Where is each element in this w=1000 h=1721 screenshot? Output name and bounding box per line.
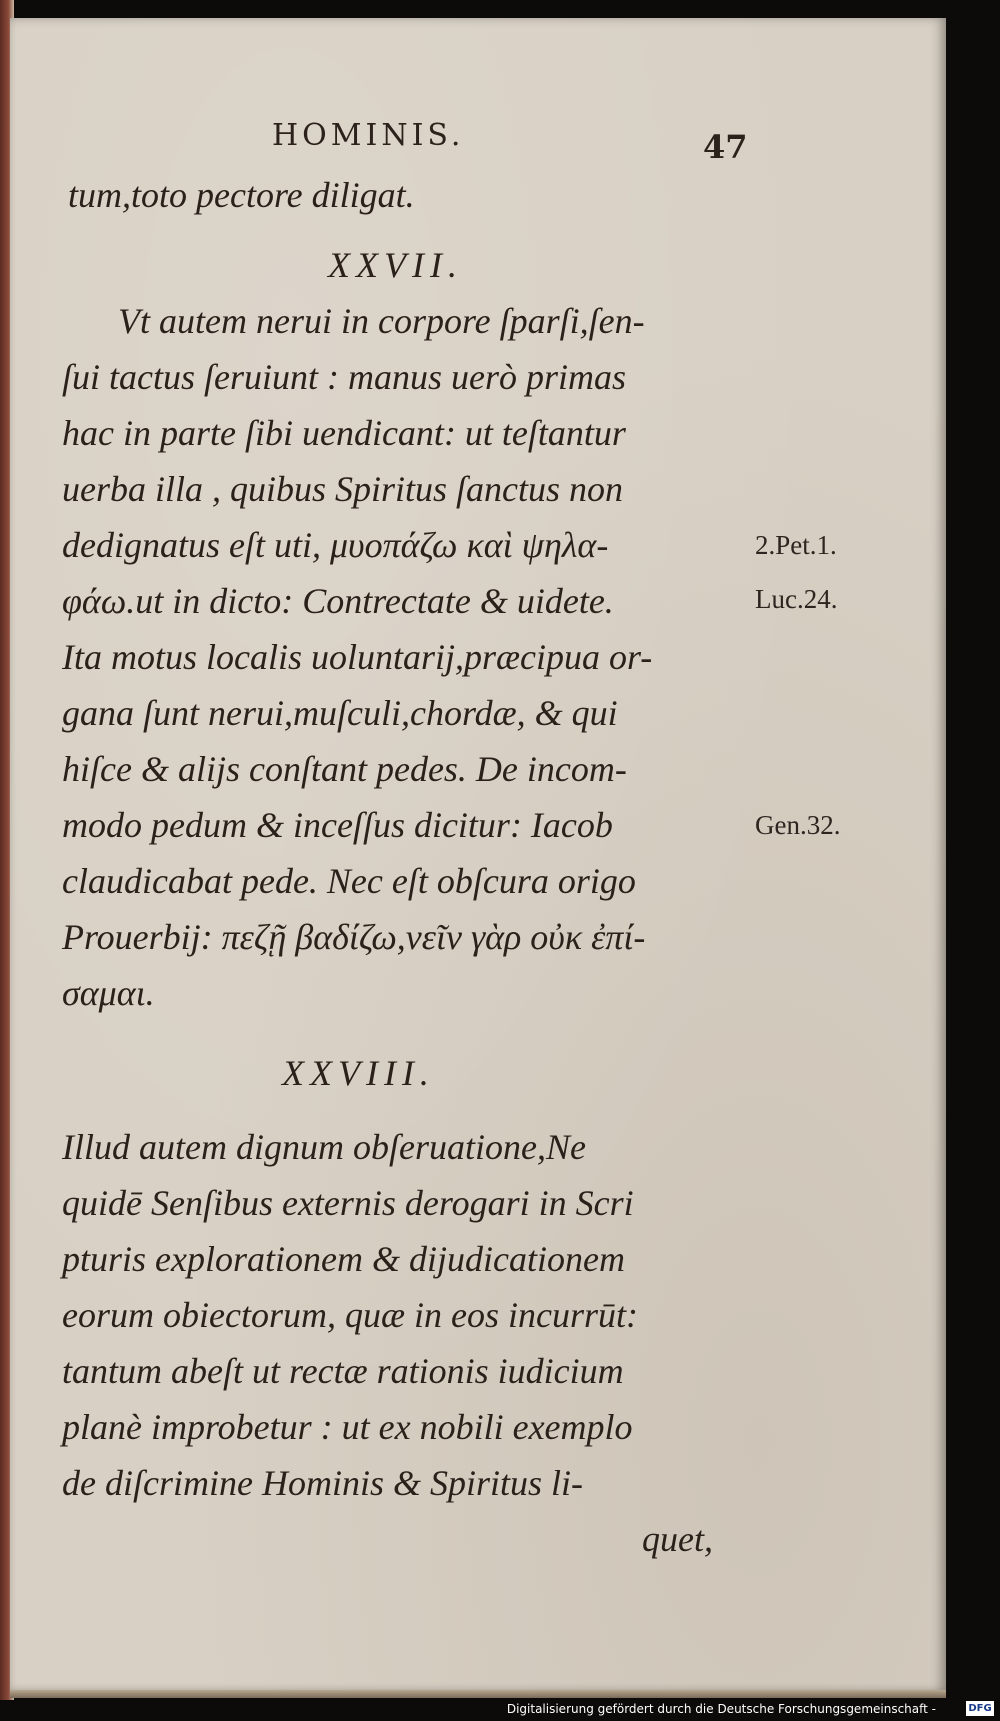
text-line: tantum abeſt ut rectæ rationis iudicium (62, 1351, 624, 1391)
text-line: gana ſunt nerui,muſculi,chordæ, & qui (62, 693, 618, 733)
catchword: quet, (642, 1519, 713, 1559)
text-line: pturis explorationem & dijudicationem (62, 1239, 625, 1279)
text-line: ſui tactus ſeruiunt : manus uerò primas (62, 357, 626, 397)
text-line: planè improbetur : ut ex nobili exemplo (62, 1407, 633, 1447)
text-line: φάω.ut in dicto: Contrectate & uidete. (62, 581, 614, 621)
text-line: hiſce & alijs conſtant pedes. De incom- (62, 749, 627, 789)
running-head: HOMINIS. (272, 118, 465, 153)
text-line: dedignatus eſt uti, μυοπάζω καὶ ψηλα- (62, 525, 609, 565)
text-line: hac in parte ſibi uendicant: ut teſtantur (62, 413, 626, 453)
text-line: eorum obiectorum, quæ in eos incurrūt: (62, 1295, 638, 1335)
page-number: 47 (703, 128, 748, 166)
text-line: Illud autem dignum obſeruatione,Ne (62, 1127, 586, 1167)
section-heading-27: XXVII. (328, 245, 463, 285)
text-line: claudicabat pede. Nec eſt obſcura origo (62, 861, 636, 901)
text-line: quidē Senſibus externis derogari in Scri (62, 1183, 634, 1223)
digitization-credit: Digitalisierung gefördert durch die Deutsche Forschungsgemeinschaft - (506, 1702, 936, 1716)
text-line: de diſcrimine Hominis & Spiritus li- (62, 1463, 583, 1503)
margin-note: 2.Pet.1. (755, 530, 837, 560)
dfg-logo: DFG (966, 1701, 994, 1716)
section-heading-28: XXVIII. (282, 1053, 435, 1093)
text-line: Ita motus localis uoluntarij,præcipua or- (62, 637, 653, 677)
margin-note: Gen.32. (755, 810, 841, 840)
text-line: Vt autem nerui in corpore ſparſi,ſen- (118, 301, 645, 341)
text-line: uerba illa , quibus Spiritus ſanctus non (62, 469, 624, 509)
text-line: σαμαι. (62, 973, 155, 1013)
text-line: Prouerbij: πεζῇ βαδίζω,νεῖν γὰρ οὐκ ἐπί- (62, 917, 646, 957)
page-bottom-edge (10, 1690, 946, 1698)
margin-note: Luc.24. (755, 584, 838, 614)
book-page (10, 18, 946, 1694)
text-line: tum,toto pectore diligat. (68, 175, 415, 215)
text-line: modo pedum & inceſſus dicitur: Iacob (62, 805, 613, 845)
